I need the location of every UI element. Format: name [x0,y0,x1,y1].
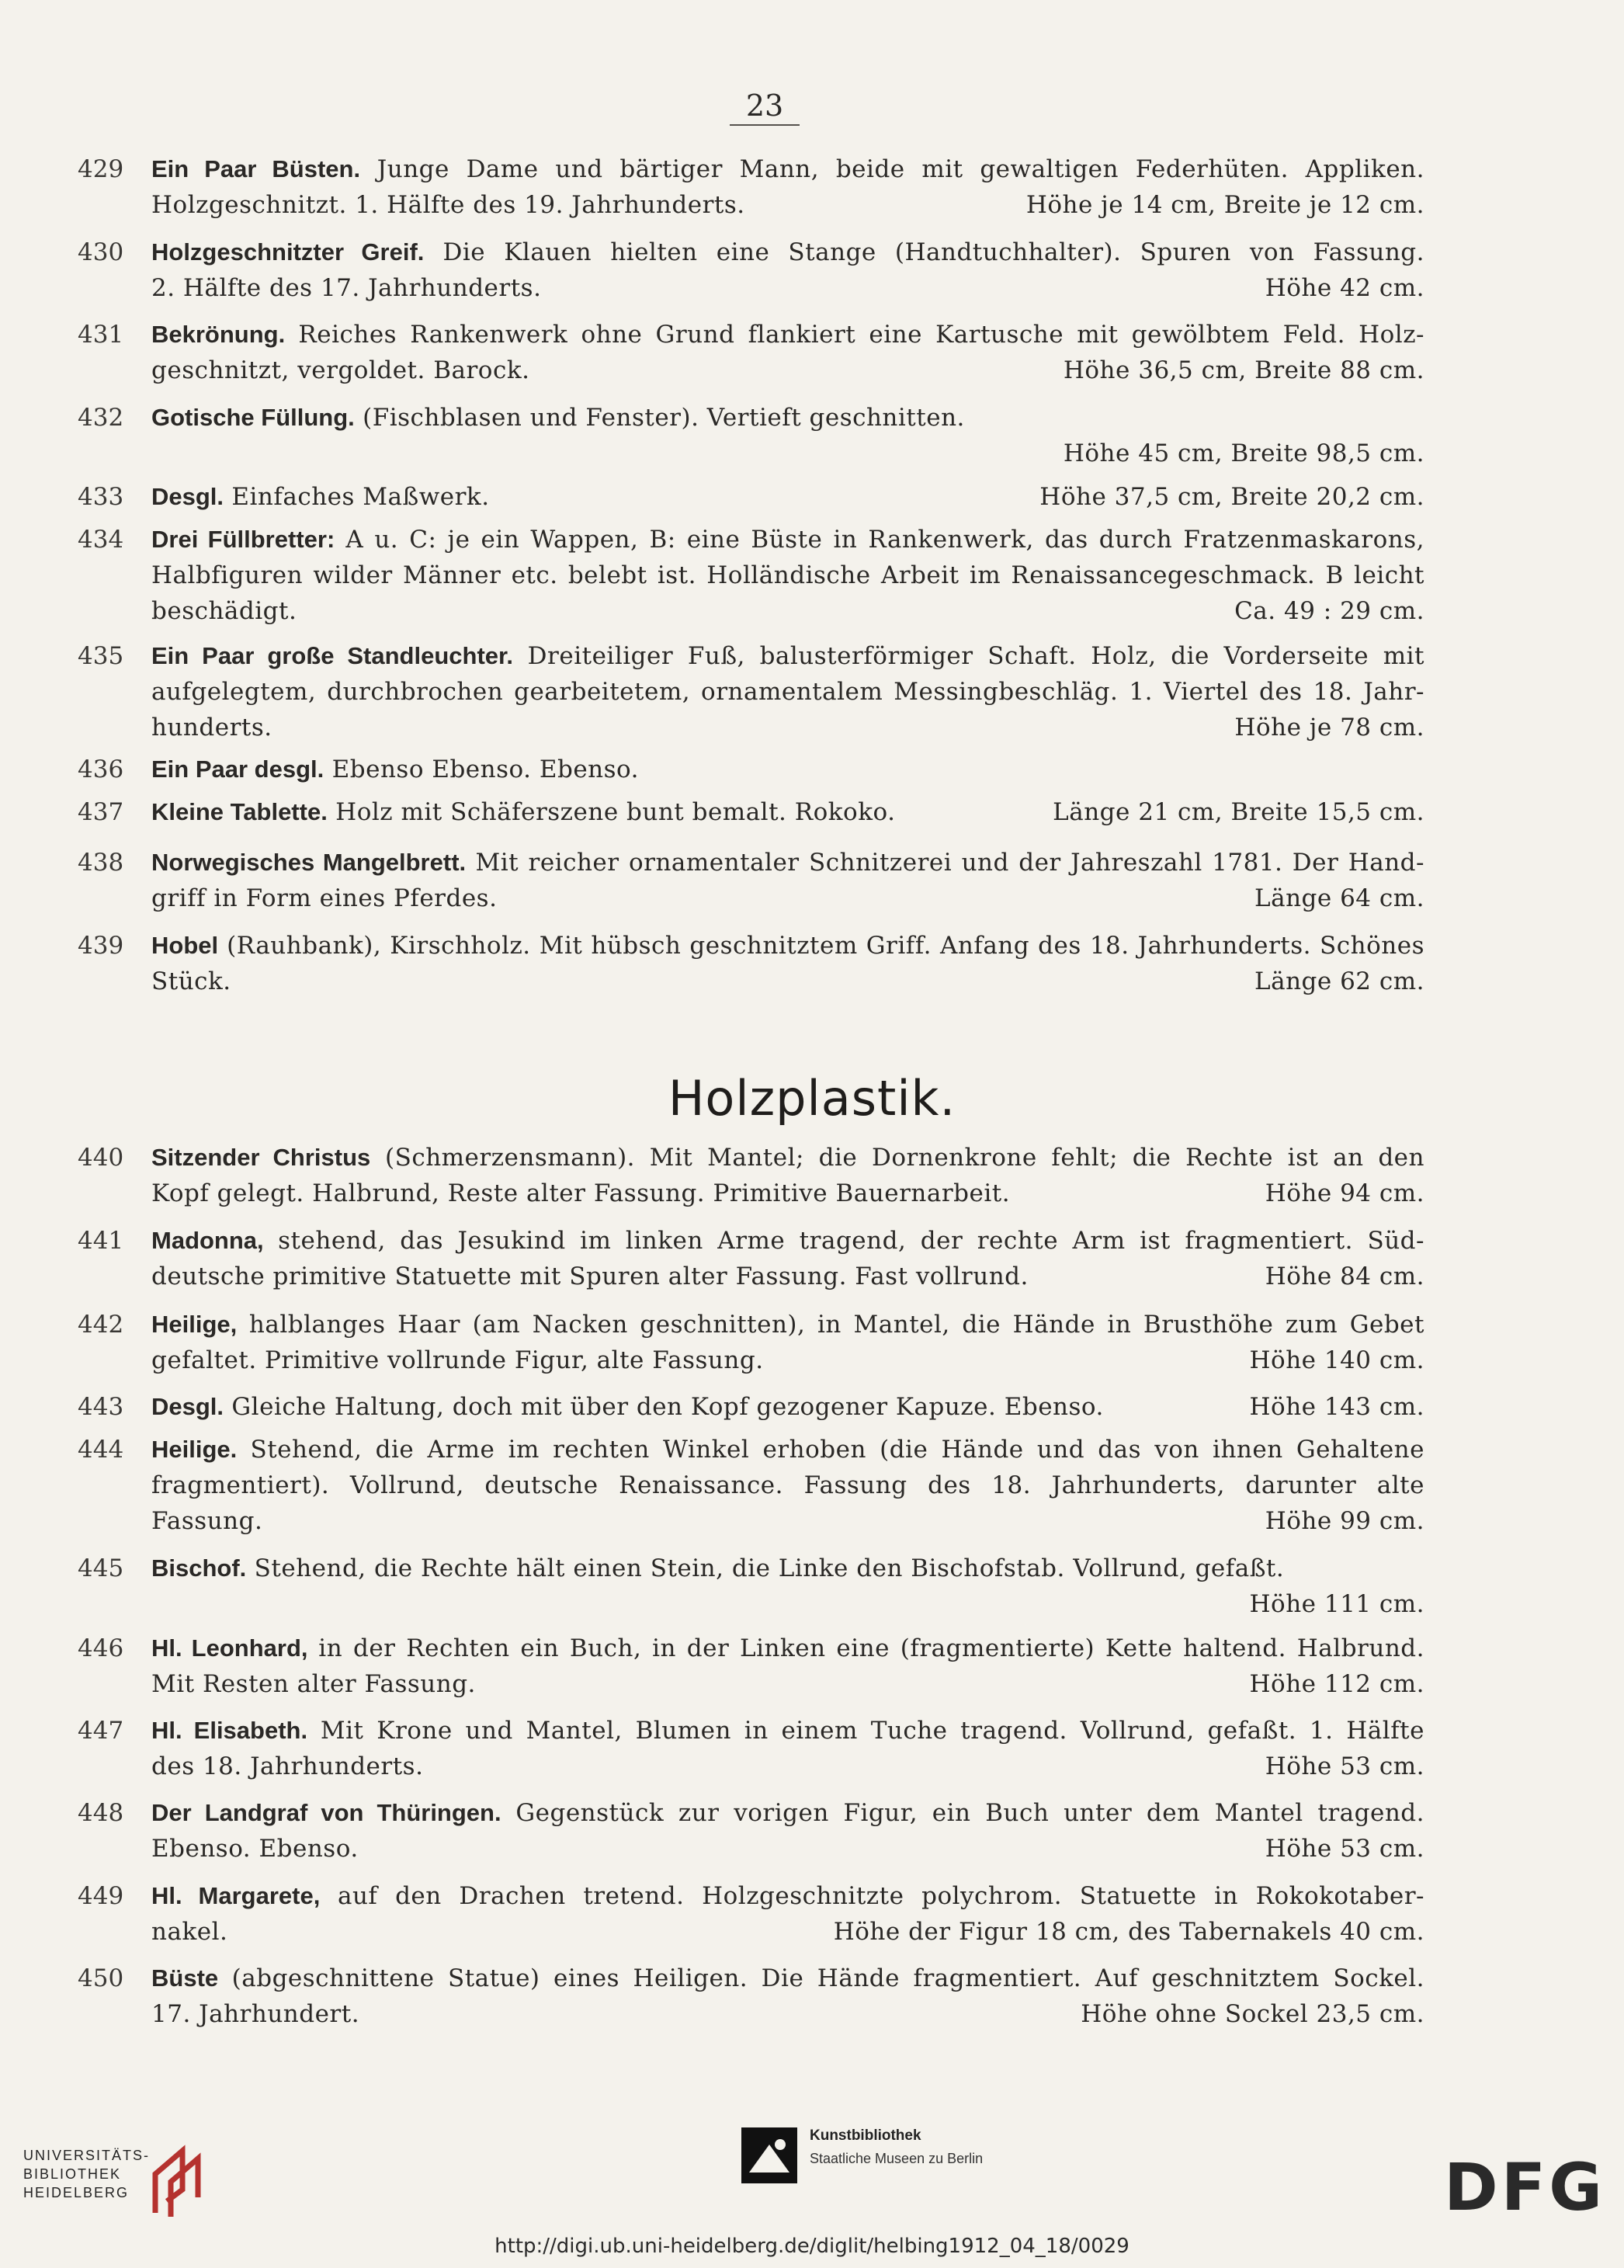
lot-text: Holz mit Schäferszene bunt bemalt. Rokoko. [327,798,896,826]
description-line [151,1713,1424,1749]
lot-description [151,1795,1424,1867]
dimensions: Ca. 49 : 29 cm. [1234,597,1424,625]
lot-number: 436 [78,755,124,783]
description-line [151,1631,1424,1666]
dimensions: Länge 64 cm. [1254,884,1424,912]
description-line [151,1503,1424,1539]
lot-description [151,1389,1424,1425]
dimensions: Höhe 94 cm. [1265,1179,1424,1207]
description-line [151,928,1424,964]
lot-text: Gleiche Haltung, doch mit über den Kopf gezogener Kapuze. Ebenso. [224,1393,1104,1421]
dimensions: Länge 62 cm. [1254,967,1424,995]
lot-text: Stehend, die Arme im rechten Winkel erhoben (die Hände und das von ihnen Gehaltene [237,1436,1424,1464]
description-line [151,1467,1424,1503]
kunstbibliothek-subtitle: Staatliche Museen zu Berlin [810,2151,984,2166]
lot-text: Mit Krone und Mantel, Blumen in einem Tuche tragend. Vollrund, gefaßt. 1. Hälfte [307,1717,1424,1745]
lot-number: 440 [78,1144,124,1172]
lot-number: 443 [78,1393,124,1421]
lot-text: (Rauhbank), Kirschholz. Mit hübsch geschnitztem Griff. Anfang des 18. Jahrhunderts. Schönes [218,932,1424,960]
description-line [151,522,1424,557]
university-library-text-line: UNIVERSITÄTS- [23,2148,151,2163]
lot-text: Mit Resten alter Fassung. [151,1670,476,1698]
lot-description [151,479,1424,515]
page-number: 23 [730,87,800,126]
description-line [151,1432,1424,1467]
lot-title: Hobel [151,932,219,959]
footer [0,2112,1624,2268]
lot-title: Drei Füllbretter: [151,526,335,553]
lot-number: 446 [78,1634,124,1662]
lot-title: Heilige. [151,1436,238,1463]
lot-number: 445 [78,1554,124,1582]
dimensions: Höhe 99 cm. [1265,1507,1424,1535]
university-library-logo[interactable] [23,2135,225,2228]
lot-number: 449 [78,1882,124,1910]
lot-description [151,1961,1424,2032]
lot-number: 439 [78,932,124,960]
description-line [151,1666,1424,1702]
lot-title: Desgl. [151,1393,224,1420]
description-line [151,1307,1424,1342]
description-line [151,752,1424,787]
lot-description [151,1432,1424,1539]
lot-description [151,522,1424,629]
lot-description [151,1307,1424,1378]
lot-title: Ein Paar desgl. [151,755,324,783]
lot-text: fragmentiert). Vollrund, deutsche Renaissance. Fassung des 18. Jahrhunderts, darunter alte [151,1471,1424,1499]
lot-text: (abgeschnittene Statue) eines Heiligen. Die Hände fragmentiert. Auf geschnitztem Sockel. [218,1964,1424,1992]
lot-title: Hl. Elisabeth. [151,1717,308,1744]
description-line [151,1961,1424,1996]
lot-text: Stehend, die Rechte hält einen Stein, die Linke den Bischofstab. Vollrund, gefaßt. [246,1554,1285,1582]
lot-description [151,845,1424,916]
lot-description [151,1713,1424,1784]
lot-title: Holzgeschnitzter Greif. [151,238,425,266]
lot-number: 441 [78,1227,124,1255]
lot-title: Kleine Tablette. [151,798,328,825]
section-title: Holzplastik. [668,1070,956,1127]
lot-text: halblanges Haar (am Nacken geschnitten), in Mantel, die Hände in Brusthöhe zum Gebet [237,1311,1424,1339]
kunstbibliothek-title: Kunstbibliothek [810,2127,921,2144]
lot-description [151,317,1424,388]
dimensions: Höhe 36,5 cm, Breite 88 cm. [1063,356,1424,384]
lot-text: Fassung. [151,1507,263,1535]
dimensions: Höhe 37,5 cm, Breite 20,2 cm. [1039,483,1424,511]
dimensions: Höhe 42 cm. [1265,274,1424,302]
dimensions: Höhe je 78 cm. [1234,714,1424,742]
lot-text: Ebenso. Ebenso. [151,1835,359,1863]
description-line [151,1551,1424,1586]
lot-text: Junge Dame und bärtiger Mann, beide mit gewaltigen Federhüten. Appliken. [360,155,1425,183]
lot-description [151,794,1424,830]
description-line [151,1342,1424,1378]
description-line [151,1389,1424,1425]
lot-text: beschädigt. [151,597,297,625]
lot-text: Dreiteiliger Fuß, balusterförmiger Schaft. Holz, die Vorderseite mit [513,642,1424,670]
dfg-logo[interactable]: DFG [1444,2149,1606,2225]
heidelberg-logo-icon [147,2143,217,2221]
lot-description [151,1140,1424,1211]
description-line [151,270,1424,306]
lot-title: Ein Paar große Standleuchter. [151,642,513,669]
lot-description [151,1223,1424,1294]
description-line [151,234,1424,270]
dimensions: Höhe 143 cm. [1249,1393,1424,1421]
lot-text: 2. Hälfte des 17. Jahrhunderts. [151,274,542,302]
university-library-text [23,2146,151,2202]
description-line [151,151,1424,187]
lot-text: 17. Jahrhundert. [151,2000,360,2028]
lot-description [151,234,1424,306]
description-line [151,1749,1424,1784]
description-line [151,400,1424,436]
lot-text: hunderts. [151,714,272,742]
dimensions: Höhe 112 cm. [1249,1670,1424,1698]
lot-text: auf den Drachen tretend. Holzgeschnitzte polychrom. Statuette in Rokokotaber- [320,1882,1424,1910]
lot-number: 448 [78,1799,124,1827]
lot-text: Ebenso Ebenso. Ebenso. [324,755,640,783]
lot-text: A u. C: je ein Wappen, B: eine Büste in Rankenwerk, das durch Fratzenmaskarons, [335,526,1424,554]
lot-text: nakel. [151,1918,228,1946]
description-line [151,674,1424,710]
description-line [151,1140,1424,1176]
dimensions: Höhe ohne Sockel 23,5 cm. [1081,2000,1424,2028]
lot-number: 432 [78,404,124,432]
lot-text: Halbfiguren wilder Männer etc. belebt ist. Holländische Arbeit im Renaissancegeschmack. B leicht [151,561,1424,589]
lot-number: 444 [78,1436,124,1464]
dimensions: Höhe der Figur 18 cm, des Tabernakels 40 cm. [833,1918,1424,1946]
lot-title: Büste [151,1964,219,1992]
lot-text: griff in Form eines Pferdes. [151,884,498,912]
lot-text: Mit reicher ornamentaler Schnitzerei und der Jahreszahl 1781. Der Hand- [466,849,1424,877]
dimensions: Höhe 53 cm. [1265,1835,1424,1863]
description-line [151,1586,1424,1622]
lot-description [151,1631,1424,1702]
lot-description [151,1878,1424,1950]
lot-number: 431 [78,321,124,349]
lot-description [151,400,1424,471]
lot-text: in der Rechten ein Buch, in der Linken eine (fragmentierte) Kette haltend. Halbrund. [307,1634,1424,1662]
kunstbibliothek-logo[interactable] [741,2127,1067,2213]
description-line [151,845,1424,880]
lot-title: Bekrönung. [151,321,286,348]
lot-number: 442 [78,1311,124,1339]
lot-text: deutsche primitive Statuette mit Spuren alter Fassung. Fast vollrund. [151,1263,1029,1290]
university-library-text-line: HEIDELBERG [23,2185,130,2200]
lot-number: 435 [78,642,124,670]
lot-title: Heilige, [151,1311,238,1338]
description-line [151,880,1424,916]
description-line [151,1259,1424,1294]
lot-description [151,1551,1424,1622]
description-line [151,436,1424,471]
lot-title: Gotische Füllung. [151,404,355,431]
lot-description [151,928,1424,999]
lot-text: Die Klauen hielten eine Stange (Handtuchhalter). Spuren von Fassung. [424,238,1425,266]
lot-title: Norwegisches Mangelbrett. [151,849,467,876]
description-line [151,1878,1424,1914]
lot-description [151,638,1424,745]
description-line [151,794,1424,830]
lot-text: Stück. [151,967,231,995]
description-line [151,557,1424,593]
lot-title: Desgl. [151,483,224,510]
lot-text: Gegenstück zur vorigen Figur, ein Buch unter dem Mantel tragend. [501,1799,1425,1827]
lot-title: Madonna, [151,1227,264,1254]
description-line [151,1176,1424,1211]
lot-text: Reiches Rankenwerk ohne Grund flankiert eine Kartusche mit gewölbtem Feld. Holz- [285,321,1424,349]
description-line [151,1914,1424,1950]
lot-title: Bischof. [151,1554,247,1582]
description-line [151,317,1424,353]
dimensions: Höhe 140 cm. [1249,1346,1424,1374]
lot-number: 433 [78,483,124,511]
lot-description [151,151,1424,223]
lot-number: 434 [78,526,124,554]
dimensions: Höhe 45 cm, Breite 98,5 cm. [1063,439,1424,467]
description-line [151,710,1424,745]
description-line [151,593,1424,629]
lot-text: Holzgeschnitzt. 1. Hälfte des 19. Jahrhunderts. [151,191,745,219]
lot-text: geschnitzt, vergoldet. Barock. [151,356,530,384]
description-line [151,353,1424,388]
lot-text: aufgelegtem, durchbrochen gearbeitetem, ornamentalem Messingbeschläg. 1. Viertel des 18. Jahr- [151,678,1424,706]
lot-title: Hl. Leonhard, [151,1634,308,1662]
dimensions: Höhe 53 cm. [1265,1752,1424,1780]
lot-number: 429 [78,155,124,183]
dimensions: Länge 21 cm, Breite 15,5 cm. [1053,798,1424,826]
description-line [151,1831,1424,1867]
lot-number: 447 [78,1717,124,1745]
lot-number: 437 [78,798,124,826]
dimensions: Höhe 84 cm. [1265,1263,1424,1290]
description-line [151,1996,1424,2032]
lot-title: Ein Paar Büsten. [151,155,361,182]
description-line [151,479,1424,515]
dimensions: Höhe 111 cm. [1249,1590,1424,1618]
lot-text: gefaltet. Primitive vollrunde Figur, alte Fassung. [151,1346,764,1374]
lot-number: 430 [78,238,124,266]
lot-text: (Schmerzensmann). Mit Mantel; die Dornenkrone fehlt; die Rechte ist an den [370,1144,1424,1172]
lot-text: (Fischblasen und Fenster). Vertieft geschnitten. [354,404,965,432]
lot-number: 450 [78,1964,124,1992]
description-line [151,964,1424,999]
lot-text: stehend, das Jesukind im linken Arme tragend, der rechte Arm ist fragmentiert. Süd- [263,1227,1424,1255]
kunstbibliothek-mark-icon [741,2127,797,2183]
lot-text: Einfaches Maßwerk. [224,483,490,511]
lot-text: des 18. Jahrhunderts. [151,1752,424,1780]
university-library-text-line: BIBLIOTHEK [23,2166,122,2182]
dimensions: Höhe je 14 cm, Breite je 12 cm. [1025,191,1424,219]
lot-title: Hl. Margarete, [151,1882,321,1909]
lot-number: 438 [78,849,124,877]
description-line [151,1223,1424,1259]
lot-title: Sitzender Christus [151,1144,371,1171]
source-url-link[interactable]: http://digi.ub.uni-heidelberg.de/diglit/helbing1912_04_18/0029 [494,2235,1130,2258]
lot-description [151,752,1424,787]
description-line [151,1795,1424,1831]
description-line [151,187,1424,223]
lot-title: Der Landgraf von Thüringen. [151,1799,501,1826]
description-line [151,638,1424,674]
lot-text: Kopf gelegt. Halbrund, Reste alter Fassung. Primitive Bauernarbeit. [151,1179,1011,1207]
